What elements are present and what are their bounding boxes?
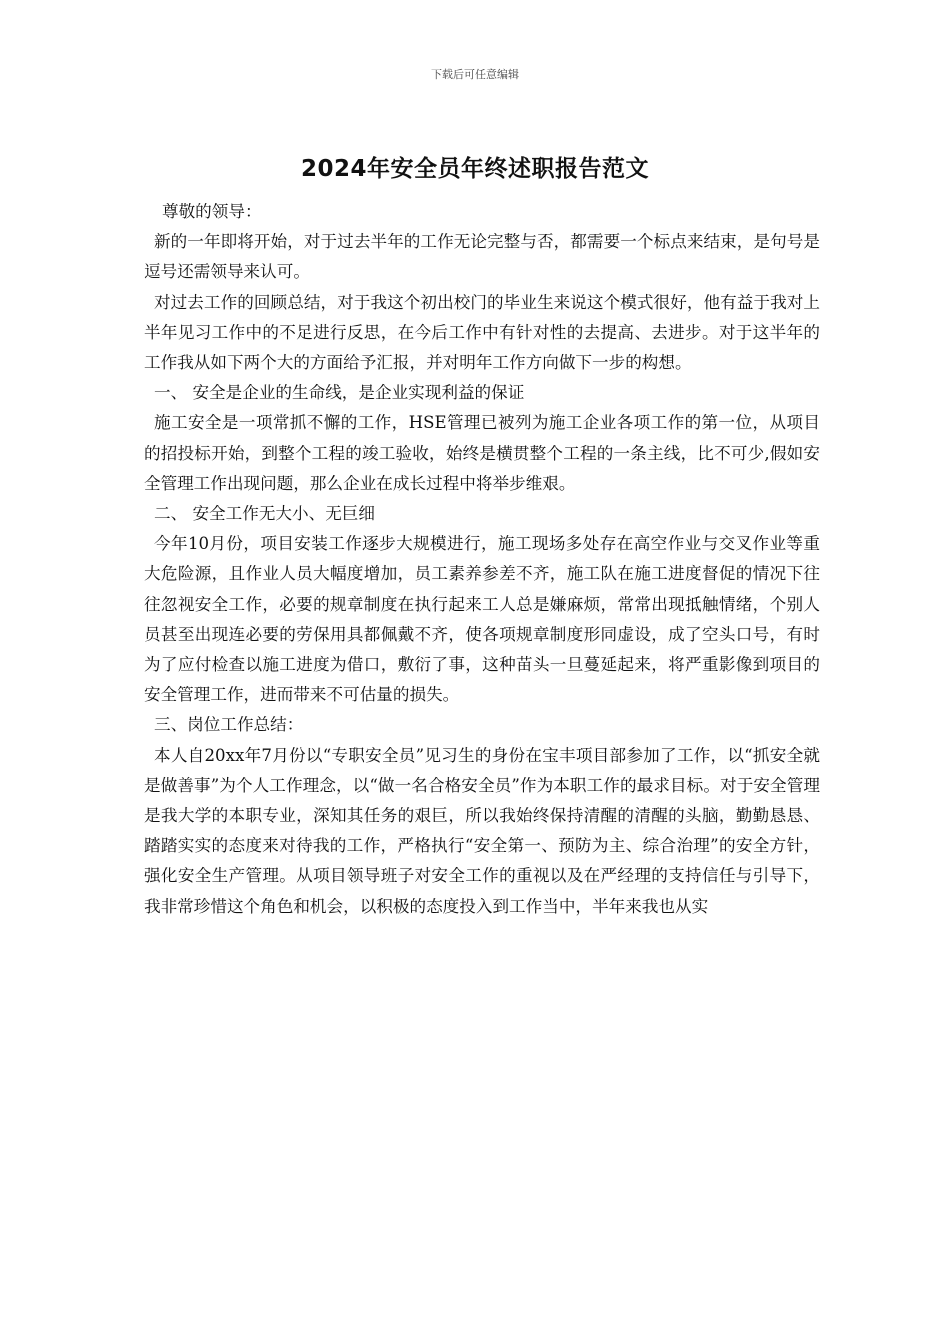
paragraph-intro: 新的一年即将开始，对于过去半年的工作无论完整与否，都需要一个标点来结束，是句号是逗号还需领导来认可。	[144, 232, 820, 282]
paragraph-section-3: 本人自20xx年7月份以“专职安全员”见习生的身份在宝丰项目部参加了工作，以“抓安全就是做善事”为个人工作理念，以“做一名合格安全员”作为本职工作的最求目标。对于安全管理是我大学的本职专业，深知其任务的艰巨，所以我始终保持清醒的清醒的头脑，勤勤恳恳、踏踏实实的态度来对待我的工作，严格执行“安全第一、预防为主、综合治理”的安全方针，强化安全生产管理。从项目领导班子对安全工作的重视以及在严经理的支持信任与引导下，我非常珍惜这个角色和机会，以积极的态度投入到工作当中，半年来我也从实	[144, 745, 820, 916]
paragraph-section-2: 今年10月份，项目安装工作逐步大规模进行，施工现场多处存在高空作业与交叉作业等重大危险源，且作业人员大幅度增加，员工素养参差不齐，施工队在施工进度督促的情况下往往忽视安全工作，必要的规章制度在执行起来工人总是嫌麻烦，常常出现抵触情绪，个别人员甚至出现连必要的劳保用具都佩戴不齐，使各项规章制度形同虚设，成了空头口号，有时为了应付检查以施工进度为借口，敷衍了事，这种苗头一旦蔓延起来，将严重影像到项目的安全管理工作，进而带来不可估量的损失。	[144, 534, 820, 705]
section-heading-1: 一、 安全是企业的生命线，是企业实现利益的保证	[154, 383, 525, 403]
salutation: 尊敬的领导：	[162, 202, 262, 221]
section-heading-2: 二、 安全工作无大小、无巨细	[154, 504, 375, 524]
document-body	[144, 197, 820, 922]
page-header-note: 下载后可任意编辑	[431, 68, 519, 81]
paragraph-section-1: 施工安全是一项常抓不懈的工作，HSE管理已被列为施工企业各项工作的第一位，从项目的招投标开始，到整个工程的竣工验收，始终是横贯整个工程的一条主线，比不可少,假如安全管理工作出现问题，那么企业在成长过程中将举步维艰。	[144, 413, 820, 493]
document-title: 2024年安全员年终述职报告范文	[300, 156, 649, 182]
section-heading-3: 三、岗位工作总结：	[154, 715, 304, 735]
paragraph-review: 对过去工作的回顾总结，对于我这个初出校门的毕业生来说这个模式很好，他有益于我对上半年见习工作中的不足进行反思，在今后工作中有针对性的去提高、去进步。对于这半年的工作我从如下两个大的方面给予汇报，并对明年工作方向做下一步的构想。	[144, 292, 820, 373]
